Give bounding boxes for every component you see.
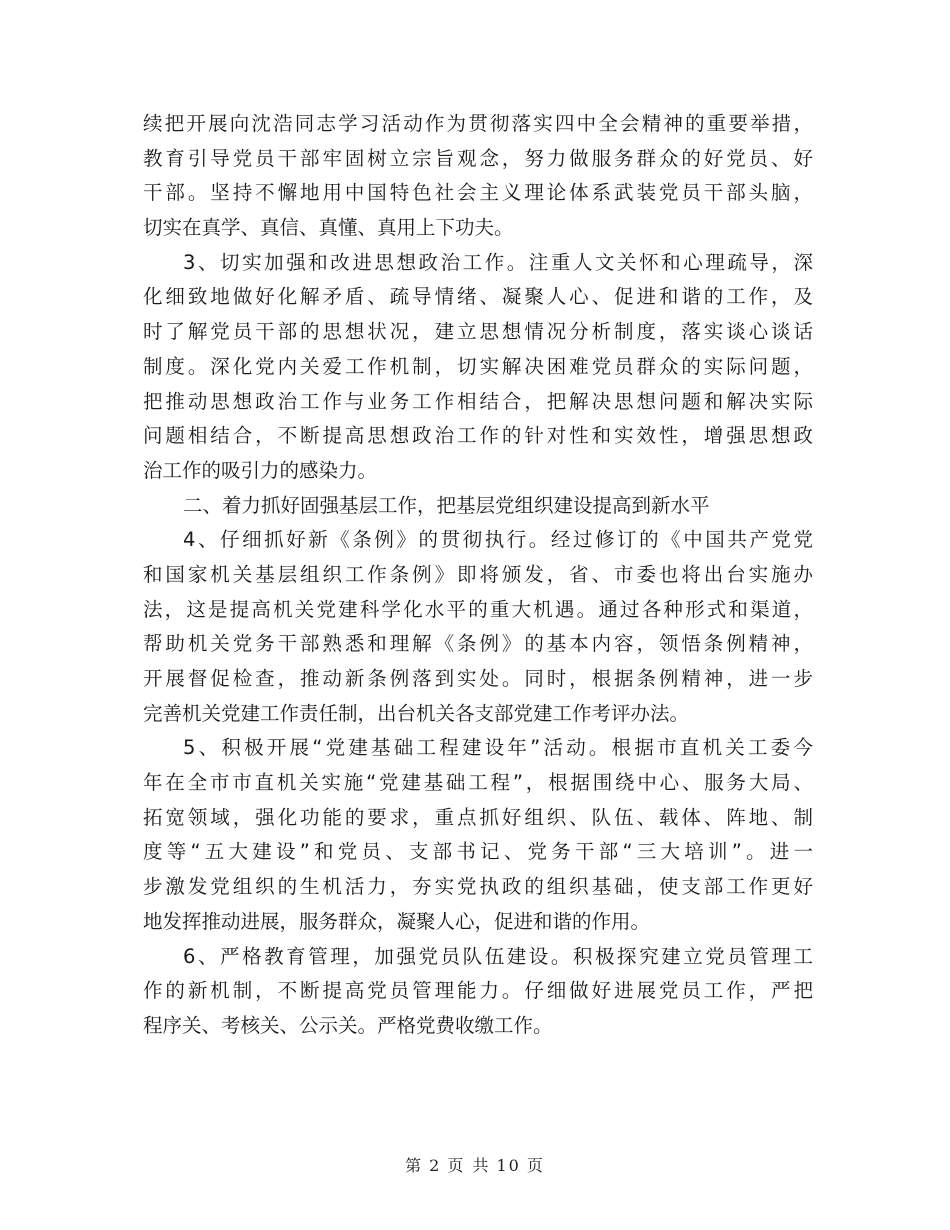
text-line: 法，这是提高机关党建科学化水平的重大机遇。通过各种形式和渠道， bbox=[143, 597, 813, 621]
paragraph bbox=[143, 523, 813, 731]
footer-middle: 页 共 bbox=[447, 1156, 491, 1175]
text-line: 和国家机关基层组织工作条例》即将颁发，省、市委也将出台实施办 bbox=[143, 562, 813, 586]
text-line: 完善机关党建工作责任制，出台机关各支部党建工作考评办法。 bbox=[143, 701, 690, 725]
footer-page-number: 2 bbox=[429, 1156, 442, 1175]
text-line: 4、仔细抓好新《条例》的贯彻执行。经过修订的《中国共产党党 bbox=[183, 528, 813, 552]
paragraph bbox=[143, 107, 813, 246]
paragraph bbox=[143, 489, 813, 524]
text-line: 治工作的吸引力的感染力。 bbox=[143, 458, 378, 482]
text-line: 6、严格教育管理，加强党员队伍建设。积极探究建立党员管理工 bbox=[183, 944, 813, 968]
text-line: 度等“五大建设”和党员、支部书记、党务干部“三大培训”。进一 bbox=[143, 840, 813, 864]
text-line: 问题相结合，不断提高思想政治工作的针对性和实效性，增强思想政 bbox=[143, 424, 813, 448]
footer-prefix: 第 bbox=[405, 1156, 424, 1175]
document-body bbox=[143, 107, 813, 1044]
text-line: 时了解党员干部的思想状况，建立思想情况分析制度，落实谈心谈话 bbox=[143, 320, 813, 344]
paragraph bbox=[143, 731, 813, 939]
page-footer bbox=[0, 1153, 950, 1176]
text-line: 5、积极开展“党建基础工程建设年”活动。根据市直机关工委今 bbox=[183, 736, 813, 760]
text-line: 作的新机制，不断提高党员管理能力。仔细做好进展党员工作，严把 bbox=[143, 979, 813, 1003]
text-line: 开展督促检查，推动新条例落到实处。同时，根据条例精神，进一步 bbox=[143, 667, 813, 690]
text-line: 干部。坚持不懈地用中国特色社会主义理论体系武装党员干部头脑， bbox=[143, 181, 813, 205]
footer-suffix: 页 bbox=[526, 1156, 545, 1175]
text-line: 3、切实加强和改进思想政治工作。注重人文关怀和心理疏导，深 bbox=[183, 250, 813, 274]
footer-total-pages: 10 bbox=[496, 1156, 521, 1175]
text-line: 化细致地做好化解矛盾、疏导情绪、凝聚人心、促进和谐的工作，及 bbox=[143, 285, 813, 309]
paragraph bbox=[143, 940, 813, 1044]
text-line: 帮助机关党务干部熟悉和理解《条例》的基本内容，领悟条例精神， bbox=[143, 632, 813, 656]
paragraph bbox=[143, 246, 813, 489]
text-line: 切实在真学、真信、真懂、真用上下功夫。 bbox=[143, 216, 514, 240]
text-line: 程序关、考核关、公示关。严格党费收缴工作。 bbox=[143, 1013, 553, 1037]
text-line: 二、着力抓好固强基层工作，把基层党组织建设提高到新水平 bbox=[183, 493, 710, 517]
text-line: 制度。深化党内关爱工作机制，切实解决困难党员群众的实际问题， bbox=[143, 354, 813, 378]
text-line: 拓宽领域，强化功能的要求，重点抓好组织、队伍、载体、阵地、制 bbox=[143, 805, 813, 829]
text-line: 续把开展向沈浩同志学习活动作为贯彻落实四中全会精神的重要举措， bbox=[143, 112, 813, 135]
text-line: 步激发党组织的生机活力，夯实党执政的组织基础，使支部工作更好 bbox=[143, 875, 813, 899]
text-line: 教育引导党员干部牢固树立宗旨观念，努力做服务群众的好党员、好 bbox=[143, 146, 813, 170]
text-line: 把推动思想政治工作与业务工作相结合，把解决思想问题和解决实际 bbox=[143, 389, 813, 413]
text-line: 地发挥推动进展，服务群众，凝聚人心，促进和谐的作用。 bbox=[143, 909, 651, 933]
text-line: 年在全市市直机关实施“党建基础工程”，根据围绕中心、服务大局、 bbox=[143, 771, 813, 795]
